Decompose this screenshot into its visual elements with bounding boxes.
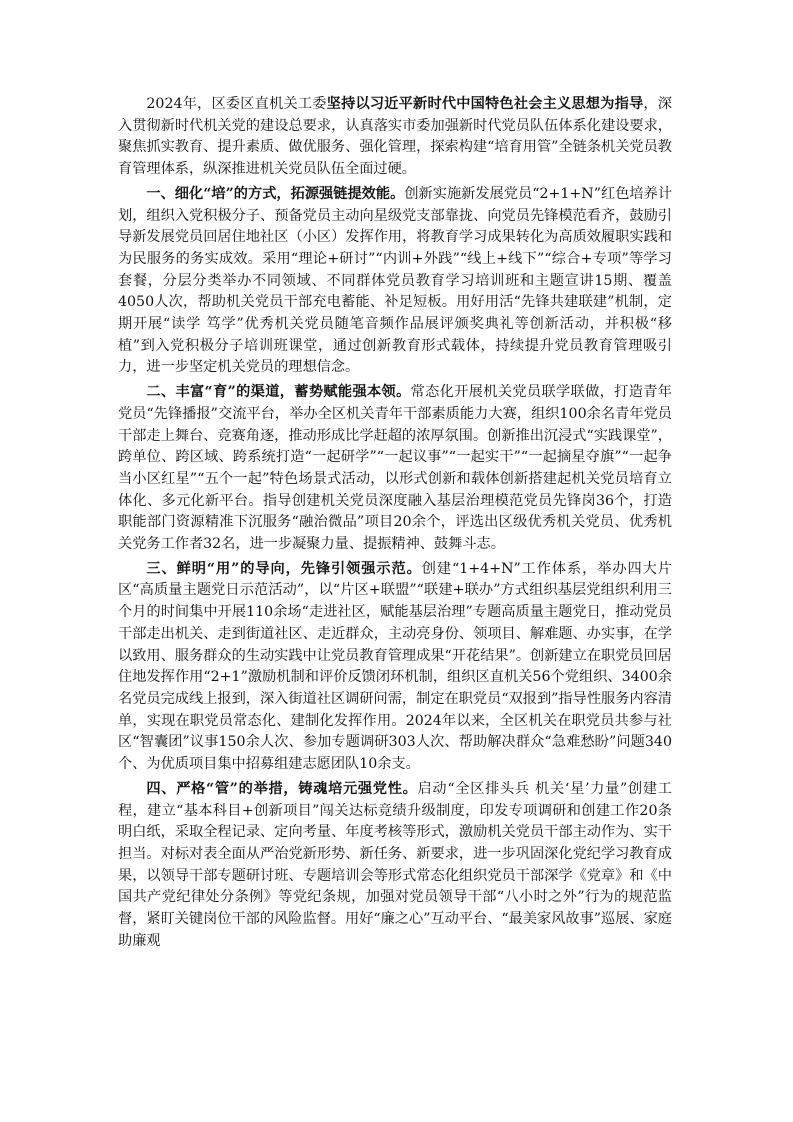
section-paragraph-4 (118, 779, 672, 953)
section-heading-3: 三、鲜明“用”的导向，先锋引领强示范。 (146, 560, 422, 577)
intro-emphasis-text: 坚持以习近平新时代中国特色社会主义思想为指导 (326, 96, 644, 112)
section-heading-2: 二、丰富“育”的渠道，蓄势赋能强本领。 (146, 384, 411, 401)
section-heading-1: 一、细化“培”的方式，拓源强链提效能。 (146, 185, 405, 202)
document-page (118, 94, 672, 955)
section-body-2: 常态化开展机关党员联学联做，打造青年党员“先锋播报”交流平台，举办全区机关青年干部素质能力大赛，组织100余名青年党员干部走上舞台、竞赛角逐，推动形成比学赶超的浓厚氛围。创新推出沉浸式“实践课堂”，跨单位、跨区域、跨系统打造“一起研学”“一起议事”“一起实干”“一起摘星夺旗”“一起争当小区红星”“五个一起”特色场景式活动，以形式创新和载体创新搭建起机关党员培育立体化、多元化新平台。指导创建机关党员深度融入基层治理模范党员先锋岗36个，打造职能部门资源精准下沉服务“融治微品”项目20余个，评选出区级优秀机关党员、优秀机关党务工作者32名，进一步凝聚力量、提振精神、鼓舞斗志。 (118, 384, 672, 553)
section-paragraph-2 (118, 382, 672, 556)
section-body-4: 启动“全区排头兵 机关‘星’力量”创建工程，建立“基本科目+创新项目”闯关达标竞绩升级制度，印发专项调研和创建工作20条明白纸，采取全程记录、定向考量、年度考核等形式，激励机关党员干部主动作为、实干担当。对标对表全面从严治党新形势、新任务、新要求，进一步巩固深化党纪学习教育成果，以领导干部专题研讨班、专题培训会等形式常态化组织党员干部深学《党章》和《中国共产党纪律处分条例》等党纪条规，加强对党员领导干部“八小时之外”行为的规范监督，紧盯关键岗位干部的风险监督。用好“廉之心”互动平台、“最美家风故事”巡展、家庭助廉观 (118, 780, 672, 949)
section-paragraph-1 (118, 184, 672, 379)
section-paragraph-3 (118, 559, 672, 776)
section-body-1: 创新实施新发展党员“2+1+N”红色培养计划，组织入党积极分子、预备党员主动向星级党支部靠拢、向党员先锋模范看齐，鼓励引导新发展党员回居住地社区（小区）发挥作用，将教育学习成果转化为高质效履职实践和为民服务的务实成效。采用“理论+研讨”“内训+外践”“线上+线下”“综合+专项”等学习套餐，分层分类举办不同领域、不同群体党员教育学习培训班和主题宣讲15期、覆盖4050人次，帮助机关党员干部充电蓄能、补足短板。用好用活“先锋共建联建”机制，定期开展“读学 笃学”优秀机关党员随笔音频作品展评颁奖典礼等创新活动，并积极“移植”到入党积极分子培训班课堂，通过创新教育形式载体，持续提升党员教育管理吸引力，进一步坚定机关党员的理想信念。 (118, 185, 673, 376)
intro-paragraph (118, 94, 672, 181)
intro-body-text: ，深入贯彻新时代机关党的建设总要求，认真落实市委加强新时代党员队伍体系化建设要求，聚焦抓实教育、提升素质、做优服务、强化管理，探索构建“培育用管”全链条机关党员教育管理体系，纵深推进机关党员队伍全面过硬。 (118, 96, 672, 178)
intro-lead-text: 2024年，区委区直机关工委 (146, 96, 327, 112)
section-heading-4: 四、严格“管”的举措，铸魂培元强党性。 (146, 780, 418, 797)
section-body-3: 创建“1+4+N”工作体系，举办四大片区“高质量主题党日示范活动”，以“片区+联盟”“联建+联办”方式组织基层党组织利用三个月的时间集中开展110余场“走进社区，赋能基层治理”专题高质量主题党日，推动党员干部走出机关、走到街道社区、走近群众，主动亮身份、领项目、解难题、办实事，在学以致用、服务群众的生动实践中让党员教育管理成果“开花结果”。创新建立在职党员回居住地发挥作用“2+1”激励机制和评价反馈闭环机制，组织区直机关56个党组织、3400余名党员完成线上报到，深入街道社区调研问需，制定在职党员“双报到”指导性服务内容清单，实现在职党员常态化、建制化发挥作用。2024年以来，全区机关在职党员共参与社区“智囊团”议事150余人次、参加专题调研303人次、帮助解决群众“急难愁盼”问题340个、为优质项目集中招募组建志愿团队10余支。 (118, 560, 672, 773)
